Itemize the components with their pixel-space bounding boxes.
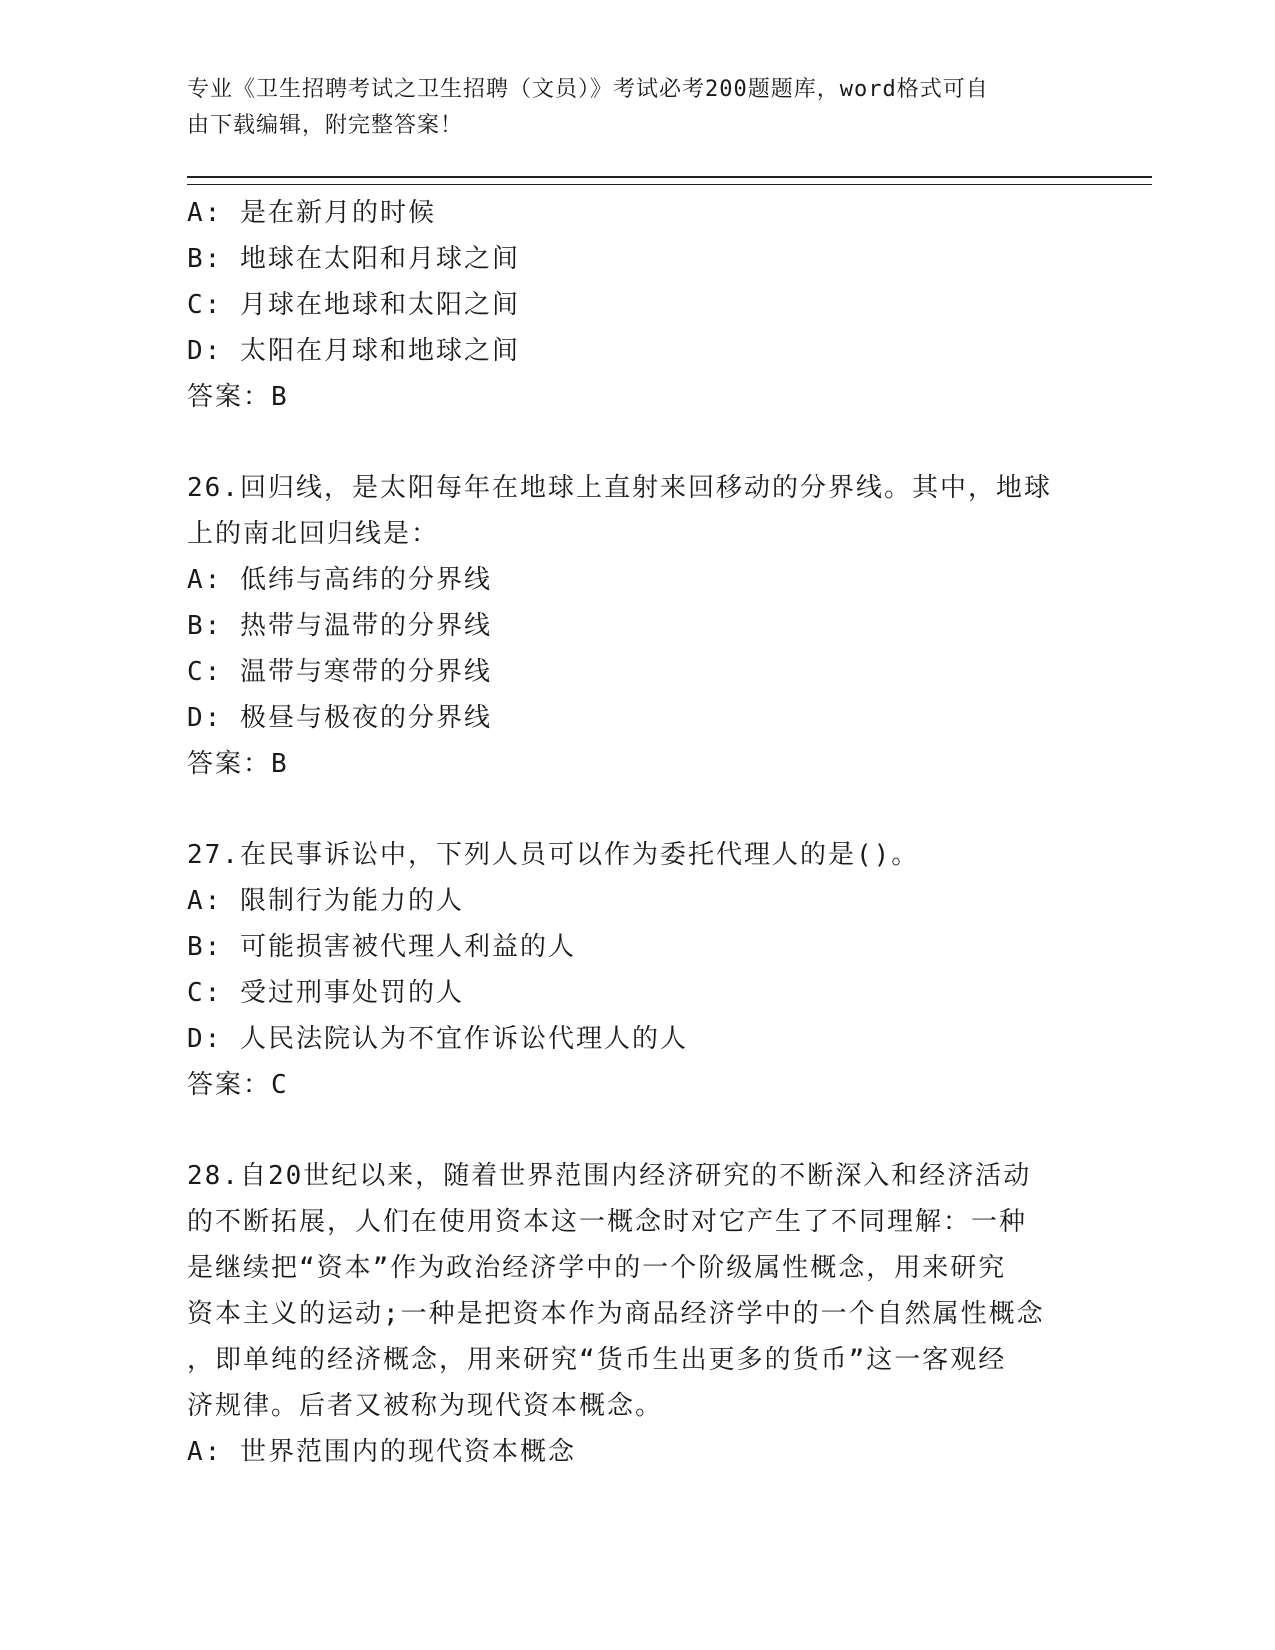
question-number: 27. xyxy=(187,840,240,870)
option-d: D: 太阳在月球和地球之间 xyxy=(187,336,520,366)
option-a: A: 低纬与高纬的分界线 xyxy=(187,565,492,595)
question-number: 26. xyxy=(187,473,240,503)
option-d: D: 极昼与极夜的分界线 xyxy=(187,703,492,733)
carryover-question xyxy=(187,190,1077,420)
answer-line xyxy=(187,374,1077,420)
option-a: A: 世界范围内的现代资本概念 xyxy=(187,1437,576,1467)
option-b: B: 地球在太阳和月球之间 xyxy=(187,244,520,274)
answer-value: B xyxy=(271,749,289,779)
answer-line xyxy=(187,741,1077,787)
question-text-line: 的不断拓展，人们在使用资本这一概念时对它产生了不同理解：一种 xyxy=(187,1207,1028,1237)
question-text-line: 27.在民事诉讼中，下列人员可以作为委托代理人的是()。 xyxy=(187,840,920,870)
question-text-line: ，即单纯的经济概念，用来研究“货币生出更多的货币”这一客观经 xyxy=(187,1345,1007,1375)
answer-line xyxy=(187,1062,1077,1108)
option-c: C: 温带与寒带的分界线 xyxy=(187,657,492,687)
question-text-line: 资本主义的运动;一种是把资本作为商品经济学中的一个自然属性概念 xyxy=(187,1299,1045,1329)
answer-label: 答案： xyxy=(187,749,272,779)
header-title-line-2: 由下载编辑，附完整答案！ xyxy=(187,113,464,138)
option-d: D: 人民法院认为不宜作诉讼代理人的人 xyxy=(187,1024,688,1054)
question-number: 28. xyxy=(187,1161,240,1191)
answer-label: 答案： xyxy=(187,382,272,412)
question-26 xyxy=(187,465,1077,787)
option-b: B: 热带与温带的分界线 xyxy=(187,611,492,641)
option-a: A: 限制行为能力的人 xyxy=(187,886,464,916)
answer-value: C xyxy=(271,1070,289,1100)
question-text-line: 是继续把“资本”作为政治经济学中的一个阶级属性概念，用来研究 xyxy=(187,1253,1007,1283)
option-a: A: 是在新月的时候 xyxy=(187,198,436,228)
question-list xyxy=(187,190,1077,1475)
header-divider xyxy=(187,176,1152,185)
question-text-line: 济规律。后者又被称为现代资本概念。 xyxy=(187,1391,664,1421)
question-28 xyxy=(187,1153,1077,1475)
question-27 xyxy=(187,832,1077,1108)
option-b: B: 可能损害被代理人利益的人 xyxy=(187,932,576,962)
answer-label: 答案： xyxy=(187,1070,272,1100)
question-text-line: 28.自20世纪以来，随着世界范围内经济研究的不断深入和经济活动 xyxy=(187,1161,1032,1191)
question-text-line: 上的南北回归线是： xyxy=(187,519,440,549)
answer-value: B xyxy=(271,382,289,412)
document-header xyxy=(187,72,1067,144)
header-title-line-1: 专业《卫生招聘考试之卫生招聘（文员）》考试必考200题题库，word格式可自 xyxy=(187,77,989,102)
option-c: C: 受过刑事处罚的人 xyxy=(187,978,464,1008)
option-c: C: 月球在地球和太阳之间 xyxy=(187,290,520,320)
question-text-line: 26.回归线，是太阳每年在地球上直射来回移动的分界线。其中，地球 xyxy=(187,473,1052,503)
